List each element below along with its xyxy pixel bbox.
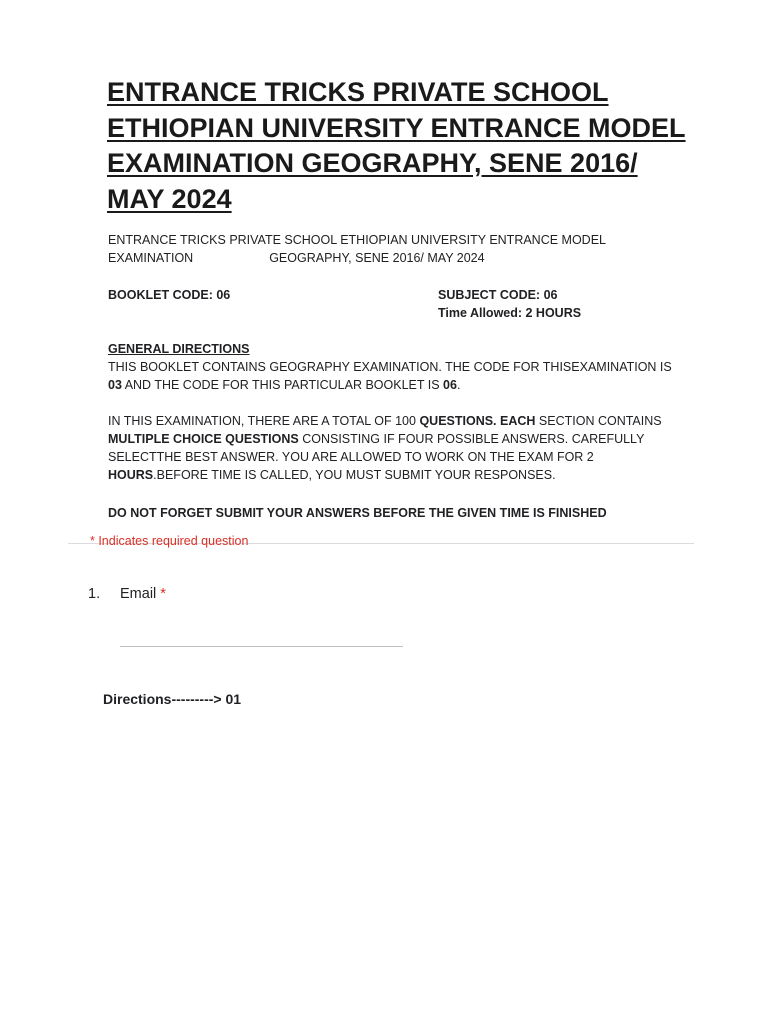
p2-bold-f: HOURS — [108, 468, 154, 482]
booklet-code: BOOKLET CODE: 06 — [108, 288, 231, 302]
p1-booklet-code: 06 — [443, 378, 457, 392]
p1-text-a: THIS BOOKLET CONTAINS GEOGRAPHY EXAMINATION. THE CODE FOR THISEXAMINATION IS — [108, 360, 672, 374]
p2-text-g: .BEFORE TIME IS CALLED, YOU MUST SUBMIT YOUR RESPONSES. — [153, 468, 556, 482]
submit-warning: DO NOT FORGET SUBMIT YOUR ANSWERS BEFORE THE GIVEN TIME IS FINISHED — [108, 506, 607, 520]
email-input[interactable] — [120, 622, 403, 647]
page-title: ENTRANCE TRICKS PRIVATE SCHOOL ETHIOPIAN UNIVERSITY ENTRANCE MODEL EXAMINATION GEOGRAPHY, SENE 2016/ MAY 2024 — [107, 77, 686, 214]
directions-heading: GENERAL DIRECTIONS — [108, 342, 250, 356]
general-directions — [108, 340, 688, 502]
subtitle-line-2a: EXAMINATION — [108, 251, 194, 265]
p2-text-a: IN THIS EXAMINATION, THERE ARE A TOTAL OF 100 — [108, 414, 420, 428]
p2-text-c: SECTION CONTAINS — [535, 414, 662, 428]
exam-subtitle — [108, 231, 688, 267]
question-email — [88, 585, 166, 603]
p1-exam-code: 03 — [108, 378, 122, 392]
subject-code: SUBJECT CODE: 06 — [438, 288, 558, 302]
section-title: Directions---------> 01 — [103, 691, 242, 707]
directions-paragraph-2 — [108, 412, 688, 484]
p1-text-e: . — [456, 378, 461, 392]
required-star: * — [160, 586, 166, 602]
p1-text-c: AND THE CODE FOR THIS PARTICULAR BOOKLET IS — [121, 378, 444, 392]
p2-text-e: CONSISTING IF FOUR POSSIBLE ANSWERS. CAREFULLY SELECTTHE BEST ANSWER. YOU ARE ALLOWED TO WORK ON THE EXAM FOR 2 — [108, 432, 645, 464]
question-number: 1. — [88, 586, 101, 602]
p2-bold-b: QUESTIONS. EACH — [419, 414, 536, 428]
p2-bold-d: MULTIPLE CHOICE QUESTIONS — [108, 432, 299, 446]
required-note: * Indicates required question — [90, 534, 249, 548]
directions-paragraph-1 — [108, 358, 688, 394]
subject-info — [438, 286, 581, 322]
subtitle-line-2b: GEOGRAPHY, SENE 2016/ MAY 2024 — [269, 251, 485, 265]
subtitle-line-1: ENTRANCE TRICKS PRIVATE SCHOOL ETHIOPIAN UNIVERSITY ENTRANCE MODEL — [108, 233, 606, 247]
time-allowed: Time Allowed: 2 HOURS — [438, 306, 582, 320]
question-label: Email — [120, 586, 157, 602]
